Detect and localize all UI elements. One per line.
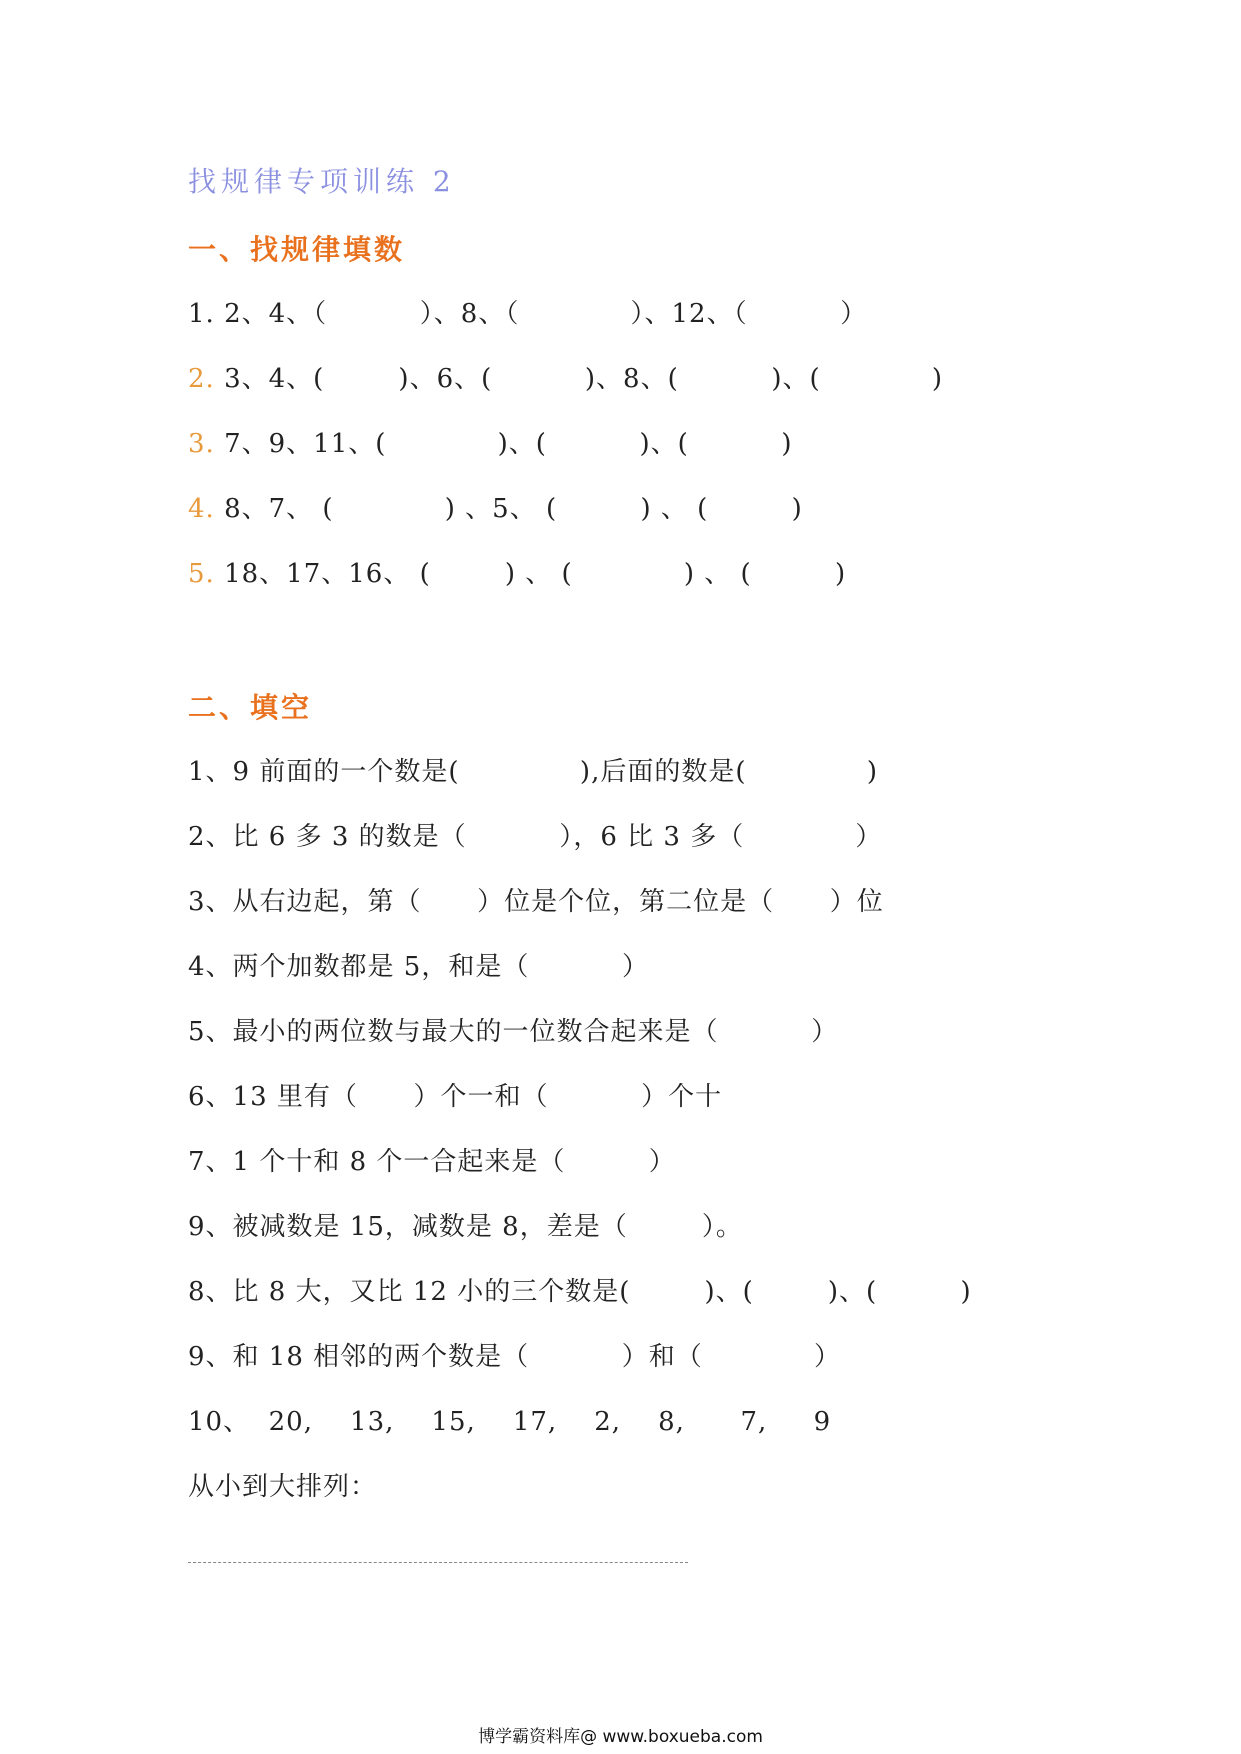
item-number: 3. [188, 429, 215, 459]
list-item: 9、被减数是 15，减数是 8，差是（ ）。 [188, 1212, 743, 1242]
list-item [188, 496, 803, 522]
item-number: 4. [188, 494, 215, 524]
list-item: 9、和 18 相邻的两个数是（ ）和（ ） [188, 1342, 841, 1372]
list-item: 4、两个加数都是 5，和是（ ） [188, 952, 649, 982]
list-item: 3、从右边起，第（ ）位是个位，第二位是（ ）位 [188, 887, 884, 917]
item-number: 2. [188, 364, 215, 394]
list-item: 7、1 个十和 8 个一合起来是（ ） [188, 1147, 676, 1177]
list-item [188, 366, 943, 392]
list-item [188, 431, 793, 457]
item-text: 3、4、( )、6、( )、8、( )、( ) [214, 364, 943, 394]
list-item: 5、最小的两位数与最大的一位数合起来是（ ） [188, 1017, 839, 1047]
list-item: 10、 20, 13, 15, 17, 2, 8, 7, 9 [188, 1407, 832, 1437]
section2-heading: 二、填空 [188, 691, 313, 724]
list-item: 2、比 6 多 3 的数是（ ），6 比 3 多（ ） [188, 822, 883, 852]
list-item: 6、13 里有（ ）个一和（ ）个十 [188, 1082, 723, 1112]
page-title: 找规律专项训练 2 [188, 165, 456, 198]
item-text: 1. 2、4、（ ）、8、（ ）、12、（ ） [188, 299, 868, 329]
list-item: 从小到大排列： [188, 1472, 378, 1502]
item-text: 7、9、11、( )、( )、( ) [214, 429, 793, 459]
item-text: 8、7、 ( ) 、5、 ( ) 、 ( ) [214, 494, 803, 524]
section1-heading: 一、找规律填数 [188, 233, 406, 266]
list-item: 1、9 前面的一个数是( ),后面的数是( ) [188, 757, 879, 787]
page-footer: 博学霸资料库@ www.boxueba.com [478, 1727, 763, 1747]
item-text: 18、17、16、 ( ) 、 ( ) 、 ( ) [214, 559, 847, 589]
list-item [188, 301, 867, 327]
list-item: 8、比 8 大，又比 12 小的三个数是( )、( )、( ) [188, 1277, 972, 1307]
list-item [188, 561, 846, 587]
answer-line [188, 1562, 688, 1563]
item-number: 5. [188, 559, 215, 589]
